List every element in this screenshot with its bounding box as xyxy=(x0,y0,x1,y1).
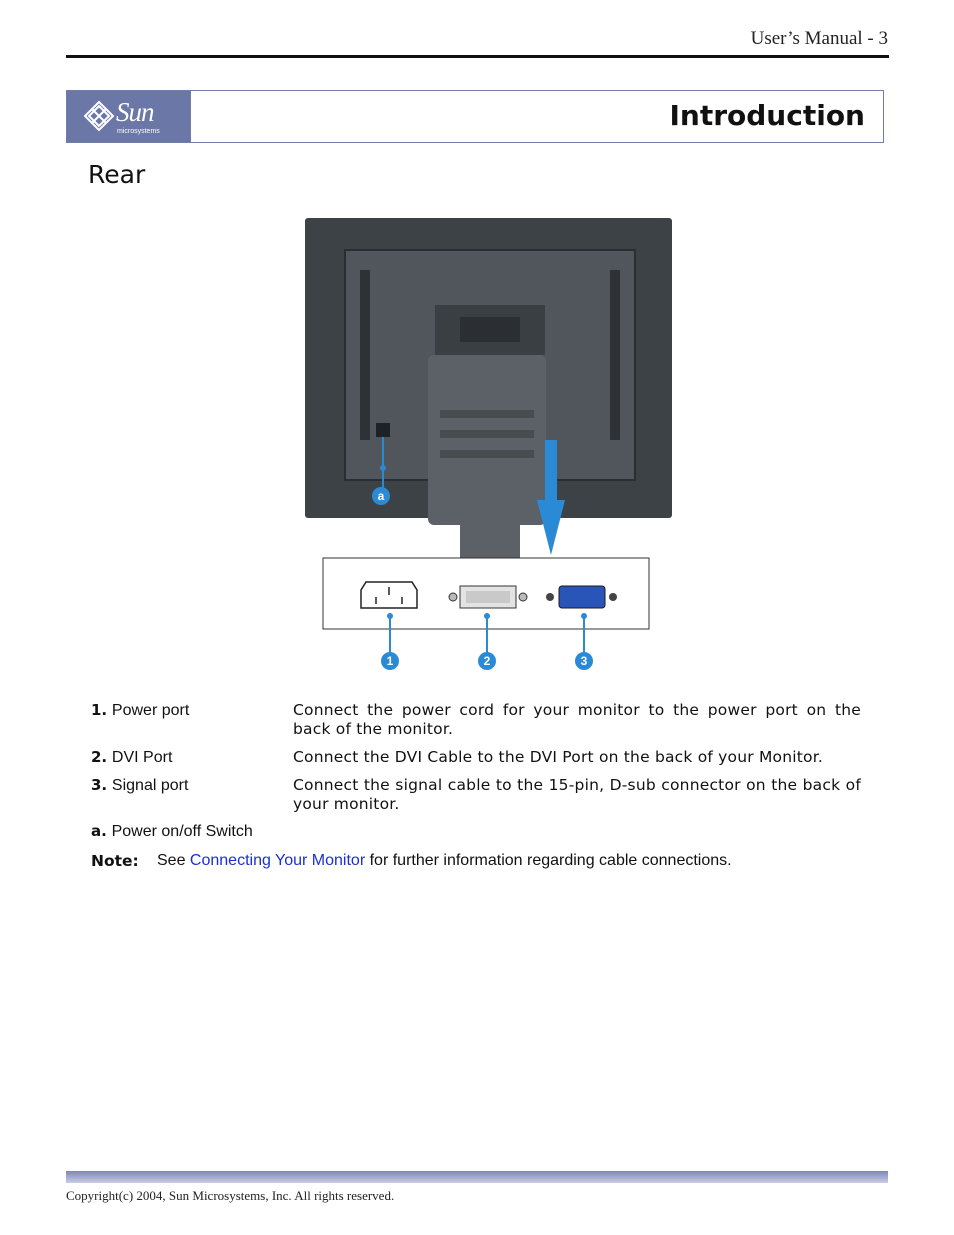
list-item xyxy=(91,748,172,767)
monitor-rear-figure xyxy=(300,210,680,680)
chapter-title: Introduction xyxy=(669,99,865,132)
item-label: DVI Port xyxy=(111,749,173,766)
copyright: Copyright(c) 2004, Sun Microsystems, Inc. All rights reserved. xyxy=(66,1188,395,1203)
logo-wordmark: Sun xyxy=(116,97,154,127)
power-switch xyxy=(376,423,390,437)
item-number: 2. xyxy=(91,748,108,766)
callout-label-a: a xyxy=(377,489,385,503)
vga-port-icon xyxy=(559,586,605,608)
vent-left xyxy=(360,270,370,440)
page-header-label: User’s Manual - 3 xyxy=(750,28,888,49)
note-post: for further information regarding cable connections. xyxy=(365,852,732,869)
item-description: Connect the power cord for your monitor to the power port on the back of the monitor. xyxy=(293,701,861,738)
sun-logo xyxy=(67,91,191,142)
item-number: 1. xyxy=(91,701,108,719)
arrow-shaft xyxy=(545,440,557,500)
note-label: Note: xyxy=(91,852,139,870)
chapter-banner xyxy=(66,90,884,143)
item-label: Signal port xyxy=(111,777,189,794)
callout-label-3: 3 xyxy=(580,654,588,668)
header-rule xyxy=(66,55,889,58)
stand-groove xyxy=(440,450,534,458)
footer-bar xyxy=(66,1171,888,1183)
item-number: a. xyxy=(91,822,107,840)
arrow-down-icon xyxy=(537,500,565,555)
stand-groove xyxy=(440,430,534,438)
list-item xyxy=(91,701,189,720)
sun-logo-icon xyxy=(83,100,115,132)
list-item xyxy=(91,776,188,795)
section-title: Rear xyxy=(88,160,146,189)
vesa-plate xyxy=(460,317,520,342)
callout-label-1: 1 xyxy=(386,654,394,668)
stand-groove xyxy=(440,410,534,418)
item-number: 3. xyxy=(91,776,108,794)
callout-label-2: 2 xyxy=(483,654,491,668)
note-text xyxy=(157,852,732,870)
item-label: Power port xyxy=(111,702,190,719)
item-label: Power on/off Switch xyxy=(111,823,253,840)
note-pre: See xyxy=(157,852,190,869)
note xyxy=(91,851,732,870)
vent-right xyxy=(610,270,620,440)
connecting-monitor-link[interactable]: Connecting Your Monitor xyxy=(189,852,366,869)
item-description: Connect the DVI Cable to the DVI Port on the back of your Monitor. xyxy=(293,748,823,766)
logo-subtext: microsystems xyxy=(117,128,160,135)
callout-dot xyxy=(380,465,386,471)
list-item xyxy=(91,822,253,841)
stand-neck xyxy=(428,355,546,525)
item-description: Connect the signal cable to the 15-pin, D-sub connector on the back of your monitor. xyxy=(293,776,861,813)
